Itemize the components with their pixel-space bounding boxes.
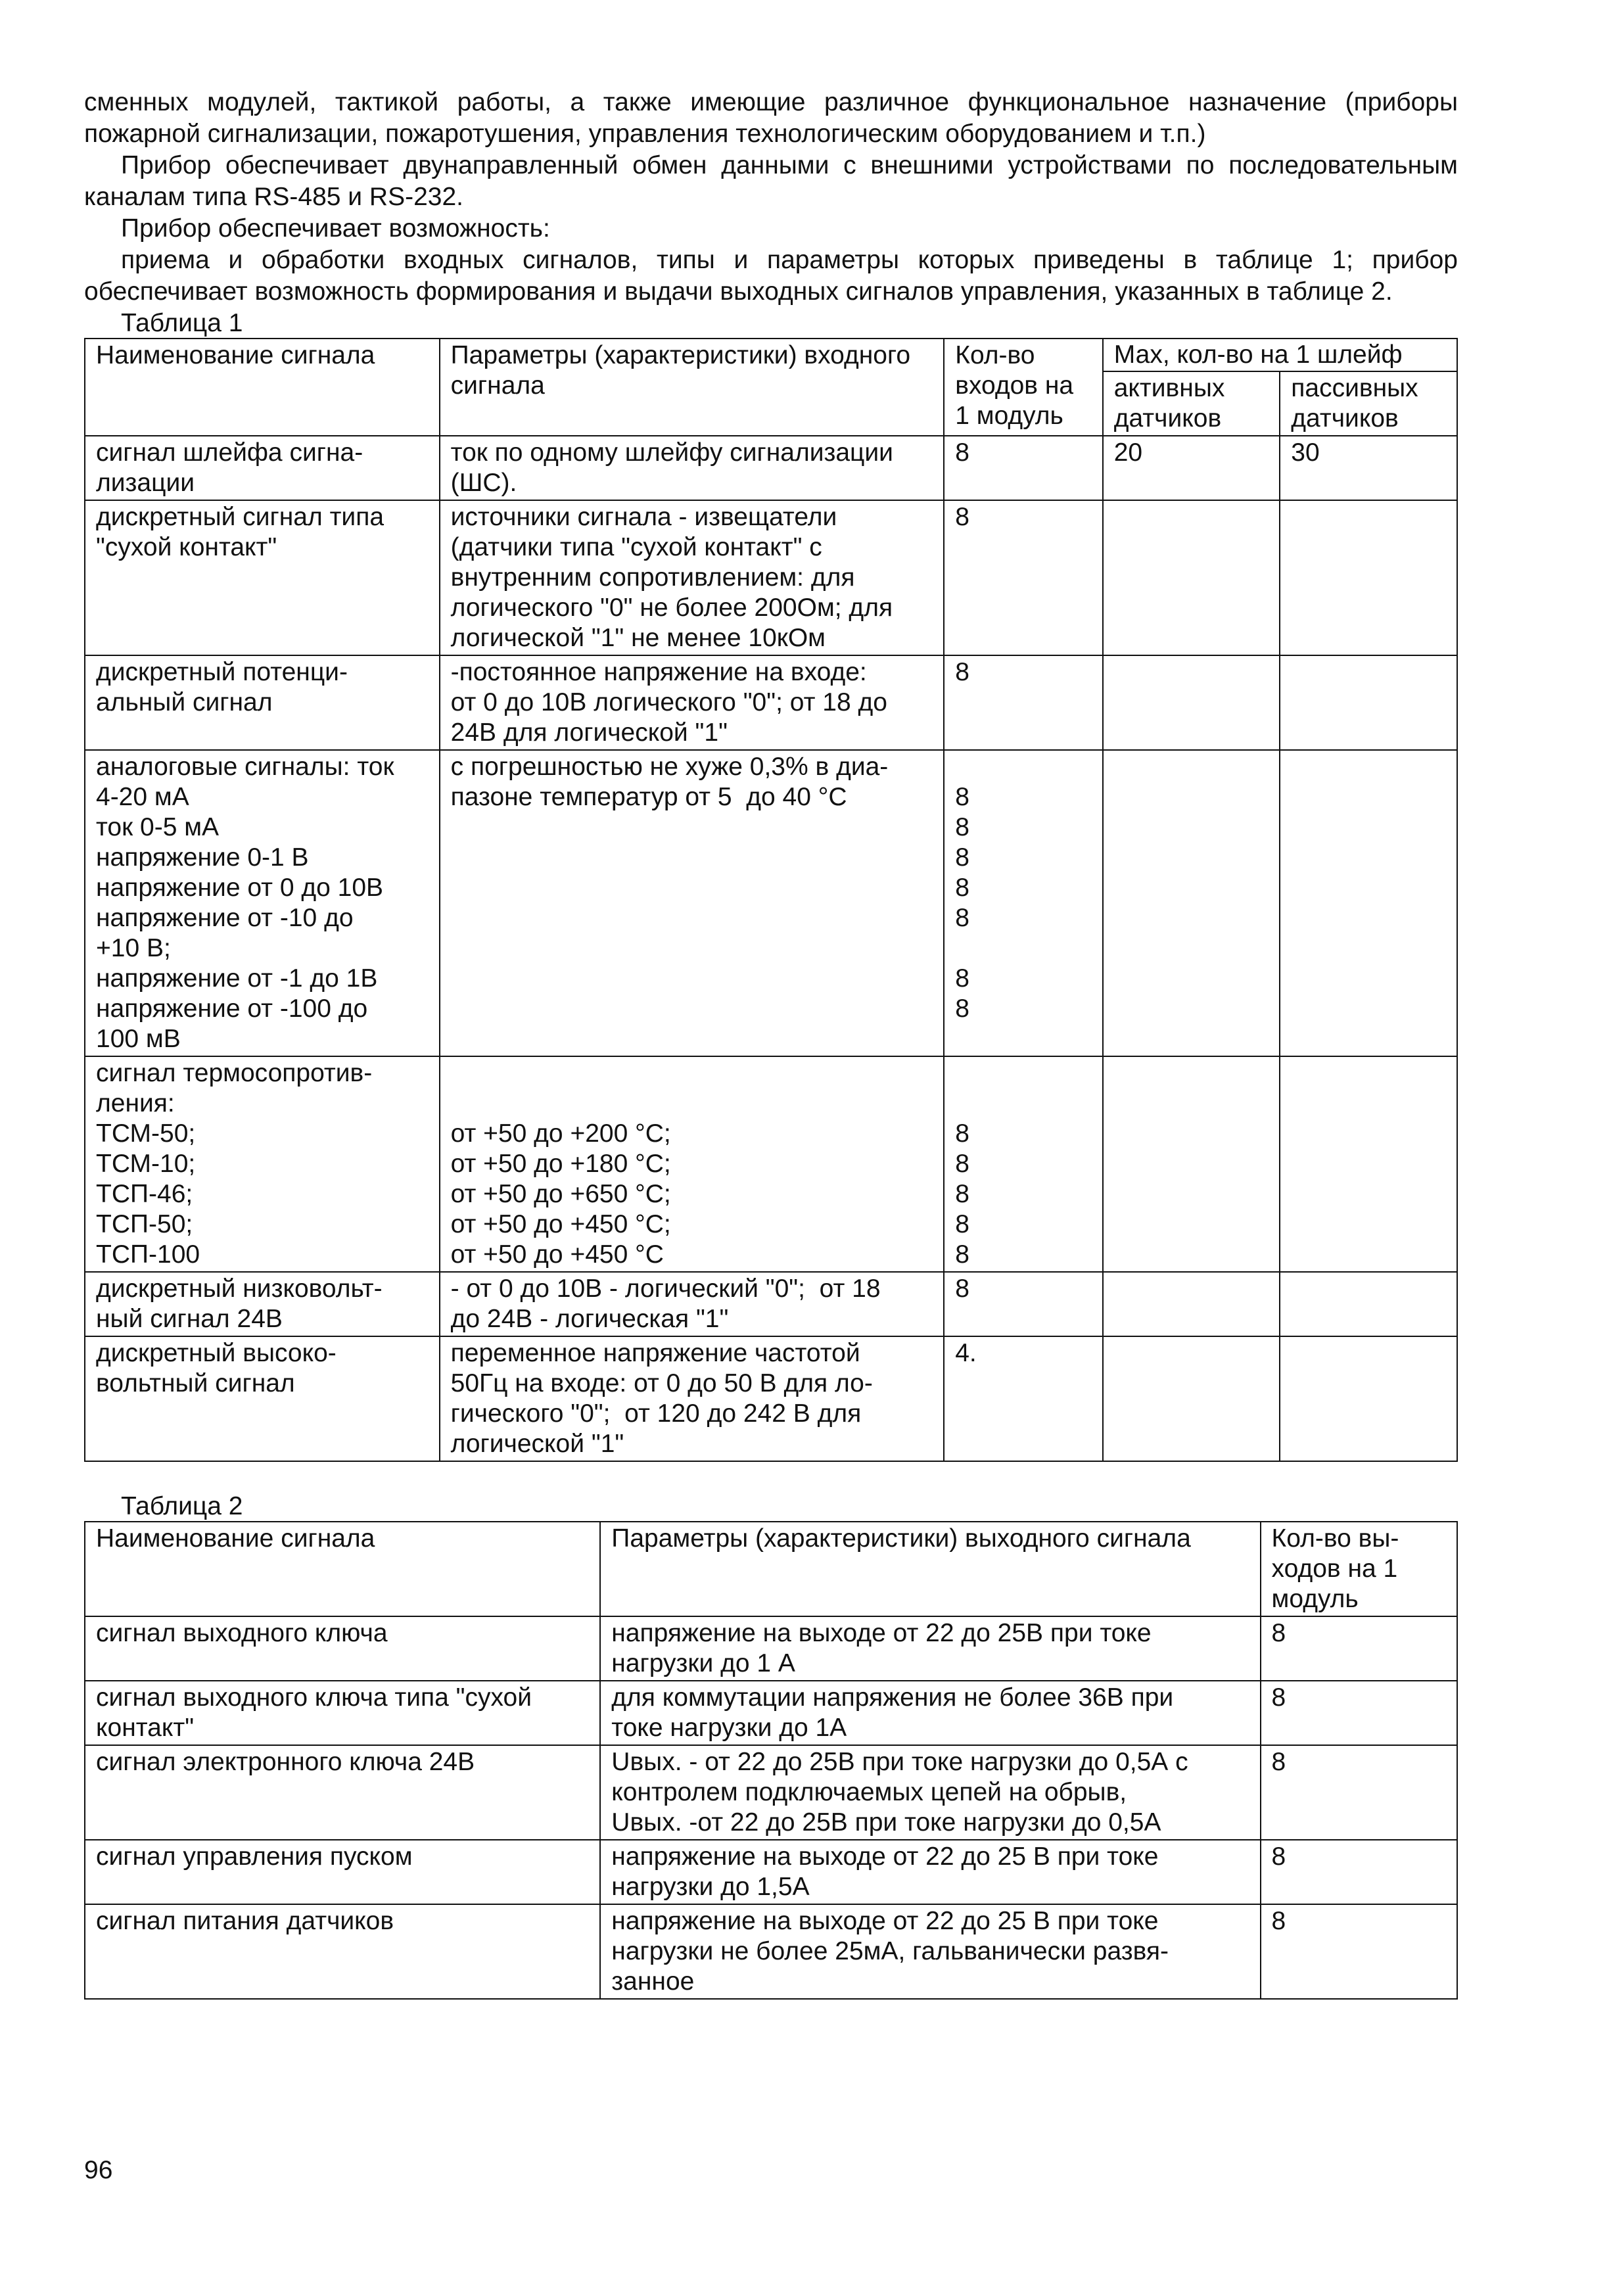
output-name-cell [85,1681,600,1745]
table-row [85,1336,1457,1461]
input-count-line: 8 [955,1119,969,1148]
signal-name-line: вольтный сигнал [96,1369,295,1397]
input-count-line [955,752,1092,782]
signal-params-cell [440,655,944,750]
output-name-line: сигнал питания датчиков [96,1907,394,1935]
signal-name-line: ления: [96,1089,175,1117]
output-name-line: сигнал электронного ключа 24В [96,1748,475,1776]
signal-params-line: 24В для логической "1" [450,718,728,747]
input-count-line: 8 [955,1210,969,1238]
output-params-cell [600,1616,1260,1681]
passive-sensors-cell [1280,500,1457,655]
signal-name-line: ТСП-46; [96,1180,193,1208]
output-params-line: Uвых. - от 22 до 25В при токе нагрузки до 0,5А с [611,1748,1188,1776]
signal-params-cell [440,1272,944,1336]
signal-name-line: +10 В; [96,934,171,962]
signal-params-line: от +50 до +180 °С; [450,1150,671,1178]
signal-name-line: напряжение от -1 до 1В [96,964,378,993]
output-count-cell: 8 [1261,1840,1457,1904]
signal-name-line: "сухой контакт" [96,533,277,561]
input-count-line: 8 [955,813,969,841]
signal-name-cell [85,1336,440,1461]
signal-params-line: от 0 до 10В логического "0"; от 18 до [450,688,887,716]
output-name-cell [85,1616,600,1681]
signal-name-line: альный сигнал [96,688,273,716]
signal-name-line: дискретный низковольт- [96,1275,383,1303]
signal-name-line: дискретный потенци- [96,658,348,686]
output-params-line: контролем подключаемых цепей на обрыв, [611,1778,1127,1806]
table1-header-active: активных датчиков [1103,371,1280,436]
table1-body [85,436,1457,1461]
output-params-cell [600,1904,1260,1999]
active-sensors-cell [1103,750,1280,1056]
passive-sensors-cell [1280,1056,1457,1272]
passive-sensors-cell [1280,655,1457,750]
signal-params-line: от +50 до +200 °С; [450,1119,671,1148]
table-row [85,1272,1457,1336]
active-sensors-cell [1103,1336,1280,1461]
table-row [85,500,1457,655]
passive-sensors-cell [1280,1272,1457,1336]
table-row [85,750,1457,1056]
table1-header-max: Мах, кол-во на 1 шлейф [1103,339,1457,371]
output-params-line: Uвых. -от 22 до 25В при токе нагрузки до 0,5А [611,1808,1161,1837]
table2-body [85,1616,1457,1999]
signal-params-line: от +50 до +450 °С [450,1240,664,1269]
table2-caption: Таблица 2 [121,1492,243,1520]
signal-name-line: дискретный высоко- [96,1339,337,1367]
signal-name-line: сигнал термосопротив- [96,1059,373,1087]
input-count-cell [944,500,1102,655]
input-count-cell [944,1056,1102,1272]
output-params-line: напряжение на выходе от 22 до 25 В при токе [611,1907,1159,1935]
signal-params-line: логического "0" не более 200Ом; для [450,594,893,622]
passive-sensors-cell: 30 [1280,436,1457,500]
output-params-cell [600,1681,1260,1745]
output-params-line: токе нагрузки до 1А [611,1714,847,1742]
input-count-line: 8 [955,1275,969,1303]
output-name-line: контакт" [96,1714,195,1742]
table1-header-name: Наименование сигнала [85,339,440,436]
signal-name-line: ный сигнал 24В [96,1305,283,1333]
table-row [85,1681,1457,1745]
signal-params-cell [440,750,944,1056]
input-count-line [955,1089,1092,1119]
input-count-cell [944,750,1102,1056]
signal-params-line: логической "1" не менее 10кОм [450,624,826,652]
output-params-line: нагрузки до 1,5А [611,1873,810,1901]
signal-params-cell [440,436,944,500]
signal-params-cell [440,500,944,655]
input-count-line: 8 [955,964,969,993]
input-count-line: 8 [955,1240,969,1269]
output-count-cell: 8 [1261,1904,1457,1999]
table2-header-count-line: ходов на 1 [1271,1555,1398,1583]
active-sensors-cell [1103,655,1280,750]
output-name-line: сигнал управления пуском [96,1842,413,1871]
signal-params-line: внутренним сопротивлением: для [450,563,855,592]
output-params-line: напряжение на выходе от 22 до 25 В при токе [611,1842,1159,1871]
table2-header-count-line: Кол-во вы- [1271,1524,1399,1553]
input-count-line: 8 [955,658,969,686]
signal-name-line: напряжение 0-1 В [96,843,309,872]
input-count-line: 8 [955,1150,969,1178]
input-count-line [955,1058,1092,1089]
intro-paragraph-4: приема и обработки входных сигналов, типы и параметры которых приведены в таблице 1; прибор обеспечивает возможность формирования и выдачи выходных сигналов управления, указанных в таблице 2. [84,246,1458,306]
table1-caption: Таблица 1 [121,309,243,337]
input-count-line [955,933,1092,964]
input-count-line: 8 [955,995,969,1023]
input-count-line: 8 [955,904,969,932]
table2-header-params: Параметры (характеристики) выходного сигнала [600,1522,1260,1616]
intro-paragraph-1: сменных модулей, тактикой работы, а также имеющие различное функциональное назначение (приборы пожарной сигнализации, пожаротушения, управления технологическим оборудованием и т.п.) [84,88,1458,148]
table-row [85,655,1457,750]
table2-header-count [1261,1522,1457,1616]
signal-name-line: напряжение от 0 до 10В [96,874,384,902]
table2-header-name: Наименование сигнала [85,1522,600,1616]
signal-name-line: 100 мВ [96,1025,181,1053]
signal-params-line: логической "1" [450,1430,624,1458]
signal-params-line [451,1089,935,1119]
active-sensors-cell [1103,1272,1280,1336]
output-count-cell: 8 [1261,1745,1457,1840]
passive-sensors-cell [1280,1336,1457,1461]
input-count-line [955,1024,1092,1054]
output-name-line: сигнал выходного ключа типа "сухой [96,1683,532,1712]
signal-params-cell [440,1056,944,1272]
table1 [84,338,1458,1462]
table-row [85,1904,1457,1999]
signal-name-line: ТСП-50; [96,1210,193,1238]
input-count-line: 8 [955,438,969,467]
table1-header-params: Параметры (характеристики) входного сигнала [440,339,944,436]
output-name-cell [85,1840,600,1904]
output-params-cell [600,1745,1260,1840]
signal-params-line: (ШС). [450,469,517,497]
signal-params-line: с погрешностью не хуже 0,3% в диа- [450,753,889,781]
input-count-line: 8 [955,843,969,872]
signal-params-line: - от 0 до 10В - логический "0"; от 18 [450,1275,881,1303]
signal-name-line: аналоговые сигналы: ток [96,753,394,781]
signal-name-line: 4-20 мА [96,783,189,811]
signal-params-line: переменное напряжение частотой [450,1339,860,1367]
output-params-line: нагрузки не более 25мА, гальванически развя- [611,1937,1169,1965]
output-params-cell [600,1840,1260,1904]
table-row [85,436,1457,500]
signal-name-line: ТСМ-10; [96,1150,196,1178]
output-params-line: для коммутации напряжения не более 36В при [611,1683,1174,1712]
input-count-line: 4. [955,1339,977,1367]
page-content [84,87,1458,2000]
signal-name-line: дискретный сигнал типа [96,503,385,531]
signal-params-line: до 24В - логическая "1" [450,1305,729,1333]
signal-params-line: (датчики типа "сухой контакт" с [450,533,822,561]
table1-header-count: Кол-во входов на 1 модуль [944,339,1102,436]
table2-header-count-line: модуль [1271,1585,1359,1613]
signal-name-cell [85,500,440,655]
table-row [85,1840,1457,1904]
input-count-cell [944,1336,1102,1461]
input-count-cell [944,436,1102,500]
input-count-cell [944,1272,1102,1336]
output-params-line: занное [611,1967,695,1996]
passive-sensors-cell [1280,750,1457,1056]
table-row [85,1745,1457,1840]
page-number: 96 [84,2156,113,2184]
table2 [84,1521,1458,2000]
signal-name-line: сигнал шлейфа сигна- [96,438,363,467]
signal-name-line: ТСМ-50; [96,1119,196,1148]
signal-params-line: 50Гц на входе: от 0 до 50 В для ло- [450,1369,873,1397]
signal-name-line: ток 0-5 мА [96,813,220,841]
signal-name-cell [85,1272,440,1336]
table-row [85,1056,1457,1272]
signal-name-cell [85,436,440,500]
signal-params-line: пазоне температур от 5 до 40 °С [450,783,847,811]
active-sensors-cell: 20 [1103,436,1280,500]
signal-params-line [451,1058,935,1089]
table-row [85,1616,1457,1681]
signal-params-line: ток по одному шлейфу сигнализации [450,438,893,467]
output-name-line: сигнал выходного ключа [96,1619,388,1647]
output-count-cell: 8 [1261,1616,1457,1681]
signal-name-line: напряжение от -10 до [96,904,354,932]
output-name-cell [85,1745,600,1840]
output-count-cell: 8 [1261,1681,1457,1745]
signal-params-line: гического "0"; от 120 до 242 В для [450,1399,862,1428]
signal-params-cell [440,1336,944,1461]
signal-name-cell [85,750,440,1056]
input-count-line: 8 [955,503,969,531]
active-sensors-cell [1103,500,1280,655]
table1-header-passive: пассивных датчиков [1280,371,1457,436]
signal-name-cell [85,1056,440,1272]
signal-params-line: -постоянное напряжение на входе: [450,658,867,686]
signal-name-line: лизации [96,469,195,497]
output-name-cell [85,1904,600,1999]
active-sensors-cell [1103,1056,1280,1272]
signal-name-line: напряжение от -100 до [96,995,368,1023]
signal-name-line: ТСП-100 [96,1240,200,1269]
input-count-line: 8 [955,1180,969,1208]
intro-paragraph-2: Прибор обеспечивает двунаправленный обмен данными с внешними устройствами по последовательным каналам типа RS-485 и RS-232. [84,151,1458,211]
output-params-line: нагрузки до 1 А [611,1649,795,1677]
signal-name-cell [85,655,440,750]
signal-params-line: источники сигнала - извещатели [450,503,837,531]
input-count-cell [944,655,1102,750]
signal-params-line: от +50 до +450 °С; [450,1210,671,1238]
input-count-line: 8 [955,874,969,902]
intro-paragraph-3: Прибор обеспечивает возможность: [121,214,550,243]
input-count-line: 8 [955,783,969,811]
output-params-line: напряжение на выходе от 22 до 25В при токе [611,1619,1152,1647]
signal-params-line: от +50 до +650 °С; [450,1180,671,1208]
